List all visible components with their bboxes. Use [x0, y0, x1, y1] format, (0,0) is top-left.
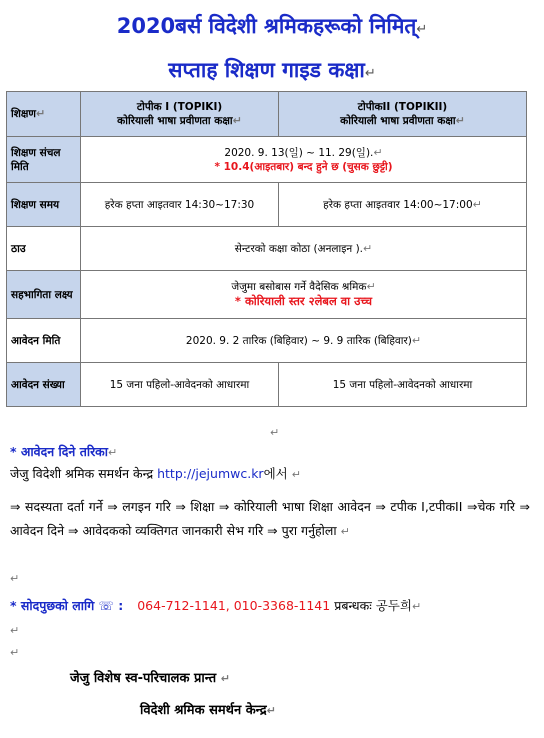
phone-icon: ☏ : [98, 598, 124, 613]
table-row [7, 363, 527, 407]
table-row [7, 92, 527, 137]
paragraph-mark-icon: ↵ [10, 624, 20, 637]
table-row [7, 319, 527, 363]
period-cell: 2020. 9. 13(일) ~ 11. 29(일).↵ * 10.4(आइतबार) बन्द हुने छ (चुसक छुट्टी) [81, 137, 527, 183]
apply-date-cell: 2020. 9. 2 तारिक (बिहिवार) ~ 9. 9 तारिक (बिहिवार)↵ [81, 319, 527, 363]
target-cell: जेजुमा बसोबास गर्ने वैदेसिक श्रमिक↵ * कोरियाली स्तर २लेबल वा उच्च [81, 271, 527, 319]
row-label: शिक्षण संचल मिति [7, 137, 81, 183]
paragraph-mark-icon: ↵ [10, 572, 20, 585]
paragraph-mark-icon: ↵ [10, 646, 20, 659]
paragraph-mark-icon: ↵ [270, 426, 280, 439]
topic1-cell: टोपीक I (TOPIKI) कोरियाली भाषा प्रवीणता कक्षा↵ [81, 92, 279, 137]
place-cell: सेन्टरको कक्षा कोठा (अनलाइन ).↵ [81, 227, 527, 271]
howto-steps: ⇒ सदस्यता दर्ता गर्ने ⇒ लगइन गरि ⇒ शिक्षा ⇒ कोरियाली भाषा शिक्षा आवेदन ⇒ टपीक I,टपीकII ⇒चेक गरि ⇒ आवेदन दिने ⇒ आवेदकको व्यक्तिगत जानकारी सेभ गरि ⇒ पुरा गर्नुहोला ↵ [10, 499, 530, 538]
howto-line: जेजु विदेशी श्रमिक समर्थन केन्द्र http://jejumwc.kr에서 ↵ [10, 466, 301, 481]
page-subtitle: सप्ताह शिक्षण गाइड कक्षा↵ [168, 58, 376, 82]
row-label: आवेदन संख्या [7, 363, 81, 407]
signature-line2: विदेशी श्रमिक समर्थन केन्द्र↵ [140, 703, 276, 718]
row-label: आवेदन मिति [7, 319, 81, 363]
table-row [7, 271, 527, 319]
schedule-table [6, 91, 527, 407]
contact-line: * सोदपुछको लागि ☏ : 064-712-1141, 010-3368-1141 प्रबन्धकः 공두희↵ [10, 598, 422, 613]
time1-cell: हरेक हप्ता आइतवार 14:30~17:30 [81, 183, 279, 227]
page-title: 2020बर्स विदेशी श्रमिकहरूको निमित्↵ [116, 14, 428, 38]
time2-cell: हरेक हप्ता आइतवार 14:00~17:00↵ [279, 183, 527, 227]
row-label: शिक्षण समय [7, 183, 81, 227]
website-link[interactable]: http://jejumwc.kr [157, 466, 264, 481]
row-label: शिक्षण↵ [7, 92, 81, 137]
row-label: ठाउ [7, 227, 81, 271]
count1-cell: 15 जना पहिलो-आवेदनको आधारमा [81, 363, 279, 407]
row-label: सहभागिता लक्ष्य [7, 271, 81, 319]
count2-cell: 15 जना पहिलो-आवेदनको आधारमा [279, 363, 527, 407]
paragraph-mark-icon: ↵ [416, 22, 428, 37]
table-row [7, 183, 527, 227]
topic2-cell: टोपीकII (TOPIKII) कोरियाली भाषा प्रवीणता कक्षा↵ [279, 92, 527, 137]
paragraph-mark-icon: ↵ [364, 66, 376, 81]
howto-heading: * आवेदन दिने तरिका↵ [10, 444, 118, 459]
table-row [7, 227, 527, 271]
phone-numbers: 064-712-1141, 010-3368-1141 [137, 598, 331, 613]
table-row [7, 137, 527, 183]
signature-line1: जेजु विशेष स्व-परिचालक प्रान्त ↵ [70, 671, 230, 686]
